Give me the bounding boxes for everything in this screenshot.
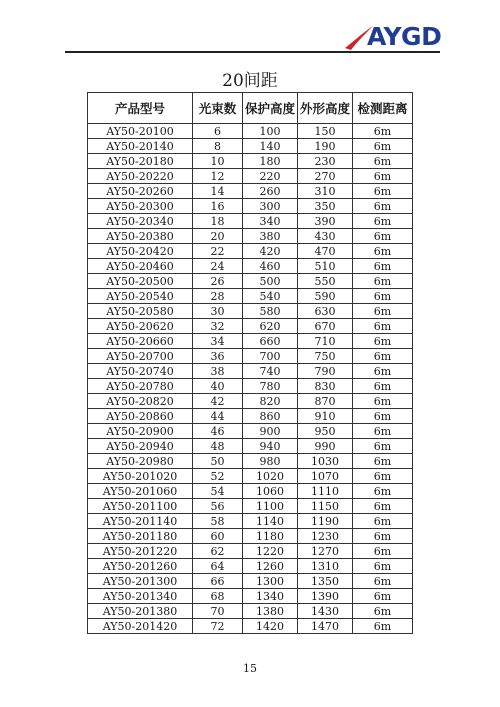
- overall-height-cell: 310: [298, 184, 353, 199]
- overall-height-cell: 350: [298, 199, 353, 214]
- detection-distance-cell: 6m: [353, 199, 413, 214]
- table-row: [88, 424, 413, 439]
- table-row: [88, 184, 413, 199]
- beams-cell: 70: [193, 604, 243, 619]
- overall-height-cell: 1470: [298, 619, 353, 634]
- overall-height-cell: 230: [298, 154, 353, 169]
- beams-cell: 14: [193, 184, 243, 199]
- beams-cell: 68: [193, 589, 243, 604]
- overall-height-cell: 1110: [298, 484, 353, 499]
- detection-distance-cell: 6m: [353, 334, 413, 349]
- protection-height-cell: 1260: [243, 559, 298, 574]
- overall-height-cell: 150: [298, 124, 353, 139]
- protection-height-cell: 1300: [243, 574, 298, 589]
- model-cell: AY50-201100: [88, 499, 193, 514]
- table-row: [88, 319, 413, 334]
- model-cell: AY50-20660: [88, 334, 193, 349]
- detection-distance-cell: 6m: [353, 244, 413, 259]
- model-cell: AY50-201340: [88, 589, 193, 604]
- model-cell: AY50-20140: [88, 139, 193, 154]
- model-cell: AY50-20420: [88, 244, 193, 259]
- model-cell: AY50-201260: [88, 559, 193, 574]
- model-cell: AY50-20180: [88, 154, 193, 169]
- table-row: [88, 484, 413, 499]
- detection-distance-cell: 6m: [353, 184, 413, 199]
- detection-distance-cell: 6m: [353, 214, 413, 229]
- protection-height-cell: 1060: [243, 484, 298, 499]
- protection-height-cell: 900: [243, 424, 298, 439]
- company-logo: [343, 22, 442, 52]
- detection-distance-cell: 6m: [353, 529, 413, 544]
- detection-distance-cell: 6m: [353, 604, 413, 619]
- overall-height-cell: 190: [298, 139, 353, 154]
- detection-distance-cell: 6m: [353, 619, 413, 634]
- column-header-protection-height: 保护高度: [243, 93, 298, 124]
- detection-distance-cell: 6m: [353, 514, 413, 529]
- beams-cell: 38: [193, 364, 243, 379]
- model-cell: AY50-20940: [88, 439, 193, 454]
- detection-distance-cell: 6m: [353, 364, 413, 379]
- protection-height-cell: 740: [243, 364, 298, 379]
- table-body: [88, 124, 413, 634]
- beams-cell: 60: [193, 529, 243, 544]
- table-row: [88, 439, 413, 454]
- detection-distance-cell: 6m: [353, 499, 413, 514]
- detection-distance-cell: 6m: [353, 169, 413, 184]
- table-row: [88, 574, 413, 589]
- beams-cell: 32: [193, 319, 243, 334]
- overall-height-cell: 670: [298, 319, 353, 334]
- protection-height-cell: 540: [243, 289, 298, 304]
- protection-height-cell: 300: [243, 199, 298, 214]
- model-cell: AY50-201140: [88, 514, 193, 529]
- detection-distance-cell: 6m: [353, 154, 413, 169]
- beams-cell: 34: [193, 334, 243, 349]
- beams-cell: 10: [193, 154, 243, 169]
- detection-distance-cell: 6m: [353, 544, 413, 559]
- beams-cell: 24: [193, 259, 243, 274]
- beams-cell: 42: [193, 394, 243, 409]
- table-row: [88, 589, 413, 604]
- overall-height-cell: 1270: [298, 544, 353, 559]
- overall-height-cell: 590: [298, 289, 353, 304]
- protection-height-cell: 460: [243, 259, 298, 274]
- beams-cell: 26: [193, 274, 243, 289]
- detection-distance-cell: 6m: [353, 124, 413, 139]
- table-row: [88, 304, 413, 319]
- beams-cell: 16: [193, 199, 243, 214]
- beams-cell: 58: [193, 514, 243, 529]
- beams-cell: 72: [193, 619, 243, 634]
- table-row: [88, 199, 413, 214]
- overall-height-cell: 430: [298, 229, 353, 244]
- table-row: [88, 514, 413, 529]
- page-title: 20间距: [222, 71, 278, 91]
- column-header-detection-distance: 检测距离: [353, 93, 413, 124]
- detection-distance-cell: 6m: [353, 349, 413, 364]
- beams-cell: 46: [193, 424, 243, 439]
- model-cell: AY50-201420: [88, 619, 193, 634]
- detection-distance-cell: 6m: [353, 229, 413, 244]
- table-row: [88, 154, 413, 169]
- model-cell: AY50-20460: [88, 259, 193, 274]
- overall-height-cell: 270: [298, 169, 353, 184]
- table-row: [88, 469, 413, 484]
- protection-height-cell: 220: [243, 169, 298, 184]
- table-row: [88, 364, 413, 379]
- overall-height-cell: 1350: [298, 574, 353, 589]
- model-cell: AY50-201300: [88, 574, 193, 589]
- beams-cell: 48: [193, 439, 243, 454]
- overall-height-cell: 870: [298, 394, 353, 409]
- protection-height-cell: 1420: [243, 619, 298, 634]
- table-row: [88, 604, 413, 619]
- table-row: [88, 379, 413, 394]
- protection-height-cell: 1100: [243, 499, 298, 514]
- protection-height-cell: 340: [243, 214, 298, 229]
- model-cell: AY50-201020: [88, 469, 193, 484]
- detection-distance-cell: 6m: [353, 454, 413, 469]
- protection-height-cell: 820: [243, 394, 298, 409]
- protection-height-cell: 1180: [243, 529, 298, 544]
- overall-height-cell: 470: [298, 244, 353, 259]
- column-header-overall-height: 外形高度: [298, 93, 353, 124]
- overall-height-cell: 750: [298, 349, 353, 364]
- protection-height-cell: 380: [243, 229, 298, 244]
- beams-cell: 6: [193, 124, 243, 139]
- detection-distance-cell: 6m: [353, 394, 413, 409]
- detection-distance-cell: 6m: [353, 469, 413, 484]
- beams-cell: 56: [193, 499, 243, 514]
- detection-distance-cell: 6m: [353, 289, 413, 304]
- protection-height-cell: 780: [243, 379, 298, 394]
- model-cell: AY50-201220: [88, 544, 193, 559]
- beams-cell: 64: [193, 559, 243, 574]
- model-cell: AY50-20580: [88, 304, 193, 319]
- protection-height-cell: 980: [243, 454, 298, 469]
- model-cell: AY50-20980: [88, 454, 193, 469]
- overall-height-cell: 1230: [298, 529, 353, 544]
- column-header-model: 产品型号: [88, 93, 193, 124]
- table-row: [88, 124, 413, 139]
- model-cell: AY50-20100: [88, 124, 193, 139]
- model-cell: AY50-20380: [88, 229, 193, 244]
- table-row: [88, 559, 413, 574]
- model-cell: AY50-201060: [88, 484, 193, 499]
- table-row: [88, 244, 413, 259]
- overall-height-cell: 1310: [298, 559, 353, 574]
- overall-height-cell: 950: [298, 424, 353, 439]
- model-cell: AY50-20740: [88, 364, 193, 379]
- detection-distance-cell: 6m: [353, 274, 413, 289]
- model-cell: AY50-20340: [88, 214, 193, 229]
- column-header-beams: 光束数: [193, 93, 243, 124]
- protection-height-cell: 1140: [243, 514, 298, 529]
- table-row: [88, 409, 413, 424]
- overall-height-cell: 390: [298, 214, 353, 229]
- table-row: [88, 529, 413, 544]
- table-row: [88, 169, 413, 184]
- detection-distance-cell: 6m: [353, 259, 413, 274]
- detection-distance-cell: 6m: [353, 574, 413, 589]
- detection-distance-cell: 6m: [353, 589, 413, 604]
- detection-distance-cell: 6m: [353, 319, 413, 334]
- overall-height-cell: 910: [298, 409, 353, 424]
- overall-height-cell: 550: [298, 274, 353, 289]
- model-cell: AY50-20700: [88, 349, 193, 364]
- model-cell: AY50-20780: [88, 379, 193, 394]
- overall-height-cell: 630: [298, 304, 353, 319]
- table-row: [88, 334, 413, 349]
- table-row: [88, 229, 413, 244]
- protection-height-cell: 1220: [243, 544, 298, 559]
- beams-cell: 40: [193, 379, 243, 394]
- model-cell: AY50-201180: [88, 529, 193, 544]
- protection-height-cell: 700: [243, 349, 298, 364]
- protection-height-cell: 140: [243, 139, 298, 154]
- beams-cell: 54: [193, 484, 243, 499]
- table-row: [88, 394, 413, 409]
- table-row: [88, 349, 413, 364]
- beams-cell: 44: [193, 409, 243, 424]
- detection-distance-cell: 6m: [353, 379, 413, 394]
- model-cell: AY50-20900: [88, 424, 193, 439]
- model-cell: AY50-201380: [88, 604, 193, 619]
- protection-height-cell: 940: [243, 439, 298, 454]
- overall-height-cell: 830: [298, 379, 353, 394]
- table-row: [88, 139, 413, 154]
- protection-height-cell: 180: [243, 154, 298, 169]
- protection-height-cell: 420: [243, 244, 298, 259]
- protection-height-cell: 1340: [243, 589, 298, 604]
- model-cell: AY50-20540: [88, 289, 193, 304]
- detection-distance-cell: 6m: [353, 439, 413, 454]
- beams-cell: 20: [193, 229, 243, 244]
- overall-height-cell: 1150: [298, 499, 353, 514]
- overall-height-cell: 510: [298, 259, 353, 274]
- protection-height-cell: 500: [243, 274, 298, 289]
- model-cell: AY50-20300: [88, 199, 193, 214]
- beams-cell: 50: [193, 454, 243, 469]
- protection-height-cell: 620: [243, 319, 298, 334]
- model-cell: AY50-20260: [88, 184, 193, 199]
- protection-height-cell: 1380: [243, 604, 298, 619]
- protection-height-cell: 860: [243, 409, 298, 424]
- page-number: 15: [243, 662, 257, 675]
- model-cell: AY50-20620: [88, 319, 193, 334]
- table-header-row: [88, 93, 413, 124]
- protection-height-cell: 100: [243, 124, 298, 139]
- beams-cell: 22: [193, 244, 243, 259]
- model-cell: AY50-20820: [88, 394, 193, 409]
- table-row: [88, 544, 413, 559]
- table-row: [88, 214, 413, 229]
- detection-distance-cell: 6m: [353, 559, 413, 574]
- beams-cell: 52: [193, 469, 243, 484]
- protection-height-cell: 580: [243, 304, 298, 319]
- logo-wordmark: AYGD: [367, 22, 442, 51]
- beams-cell: 18: [193, 214, 243, 229]
- table-row: [88, 289, 413, 304]
- overall-height-cell: 1430: [298, 604, 353, 619]
- overall-height-cell: 790: [298, 364, 353, 379]
- table-row: [88, 619, 413, 634]
- spec-table: [87, 92, 413, 634]
- model-cell: AY50-20500: [88, 274, 193, 289]
- table-row: [88, 454, 413, 469]
- overall-height-cell: 710: [298, 334, 353, 349]
- beams-cell: 30: [193, 304, 243, 319]
- detection-distance-cell: 6m: [353, 484, 413, 499]
- table-row: [88, 259, 413, 274]
- protection-height-cell: 660: [243, 334, 298, 349]
- beams-cell: 36: [193, 349, 243, 364]
- overall-height-cell: 1390: [298, 589, 353, 604]
- beams-cell: 62: [193, 544, 243, 559]
- detection-distance-cell: 6m: [353, 304, 413, 319]
- overall-height-cell: 1030: [298, 454, 353, 469]
- protection-height-cell: 1020: [243, 469, 298, 484]
- overall-height-cell: 990: [298, 439, 353, 454]
- table-row: [88, 274, 413, 289]
- detection-distance-cell: 6m: [353, 139, 413, 154]
- detection-distance-cell: 6m: [353, 409, 413, 424]
- beams-cell: 12: [193, 169, 243, 184]
- table-row: [88, 499, 413, 514]
- beams-cell: 28: [193, 289, 243, 304]
- overall-height-cell: 1070: [298, 469, 353, 484]
- protection-height-cell: 260: [243, 184, 298, 199]
- model-cell: AY50-20220: [88, 169, 193, 184]
- model-cell: AY50-20860: [88, 409, 193, 424]
- detection-distance-cell: 6m: [353, 424, 413, 439]
- header-rule: [65, 51, 440, 53]
- beams-cell: 66: [193, 574, 243, 589]
- overall-height-cell: 1190: [298, 514, 353, 529]
- beams-cell: 8: [193, 139, 243, 154]
